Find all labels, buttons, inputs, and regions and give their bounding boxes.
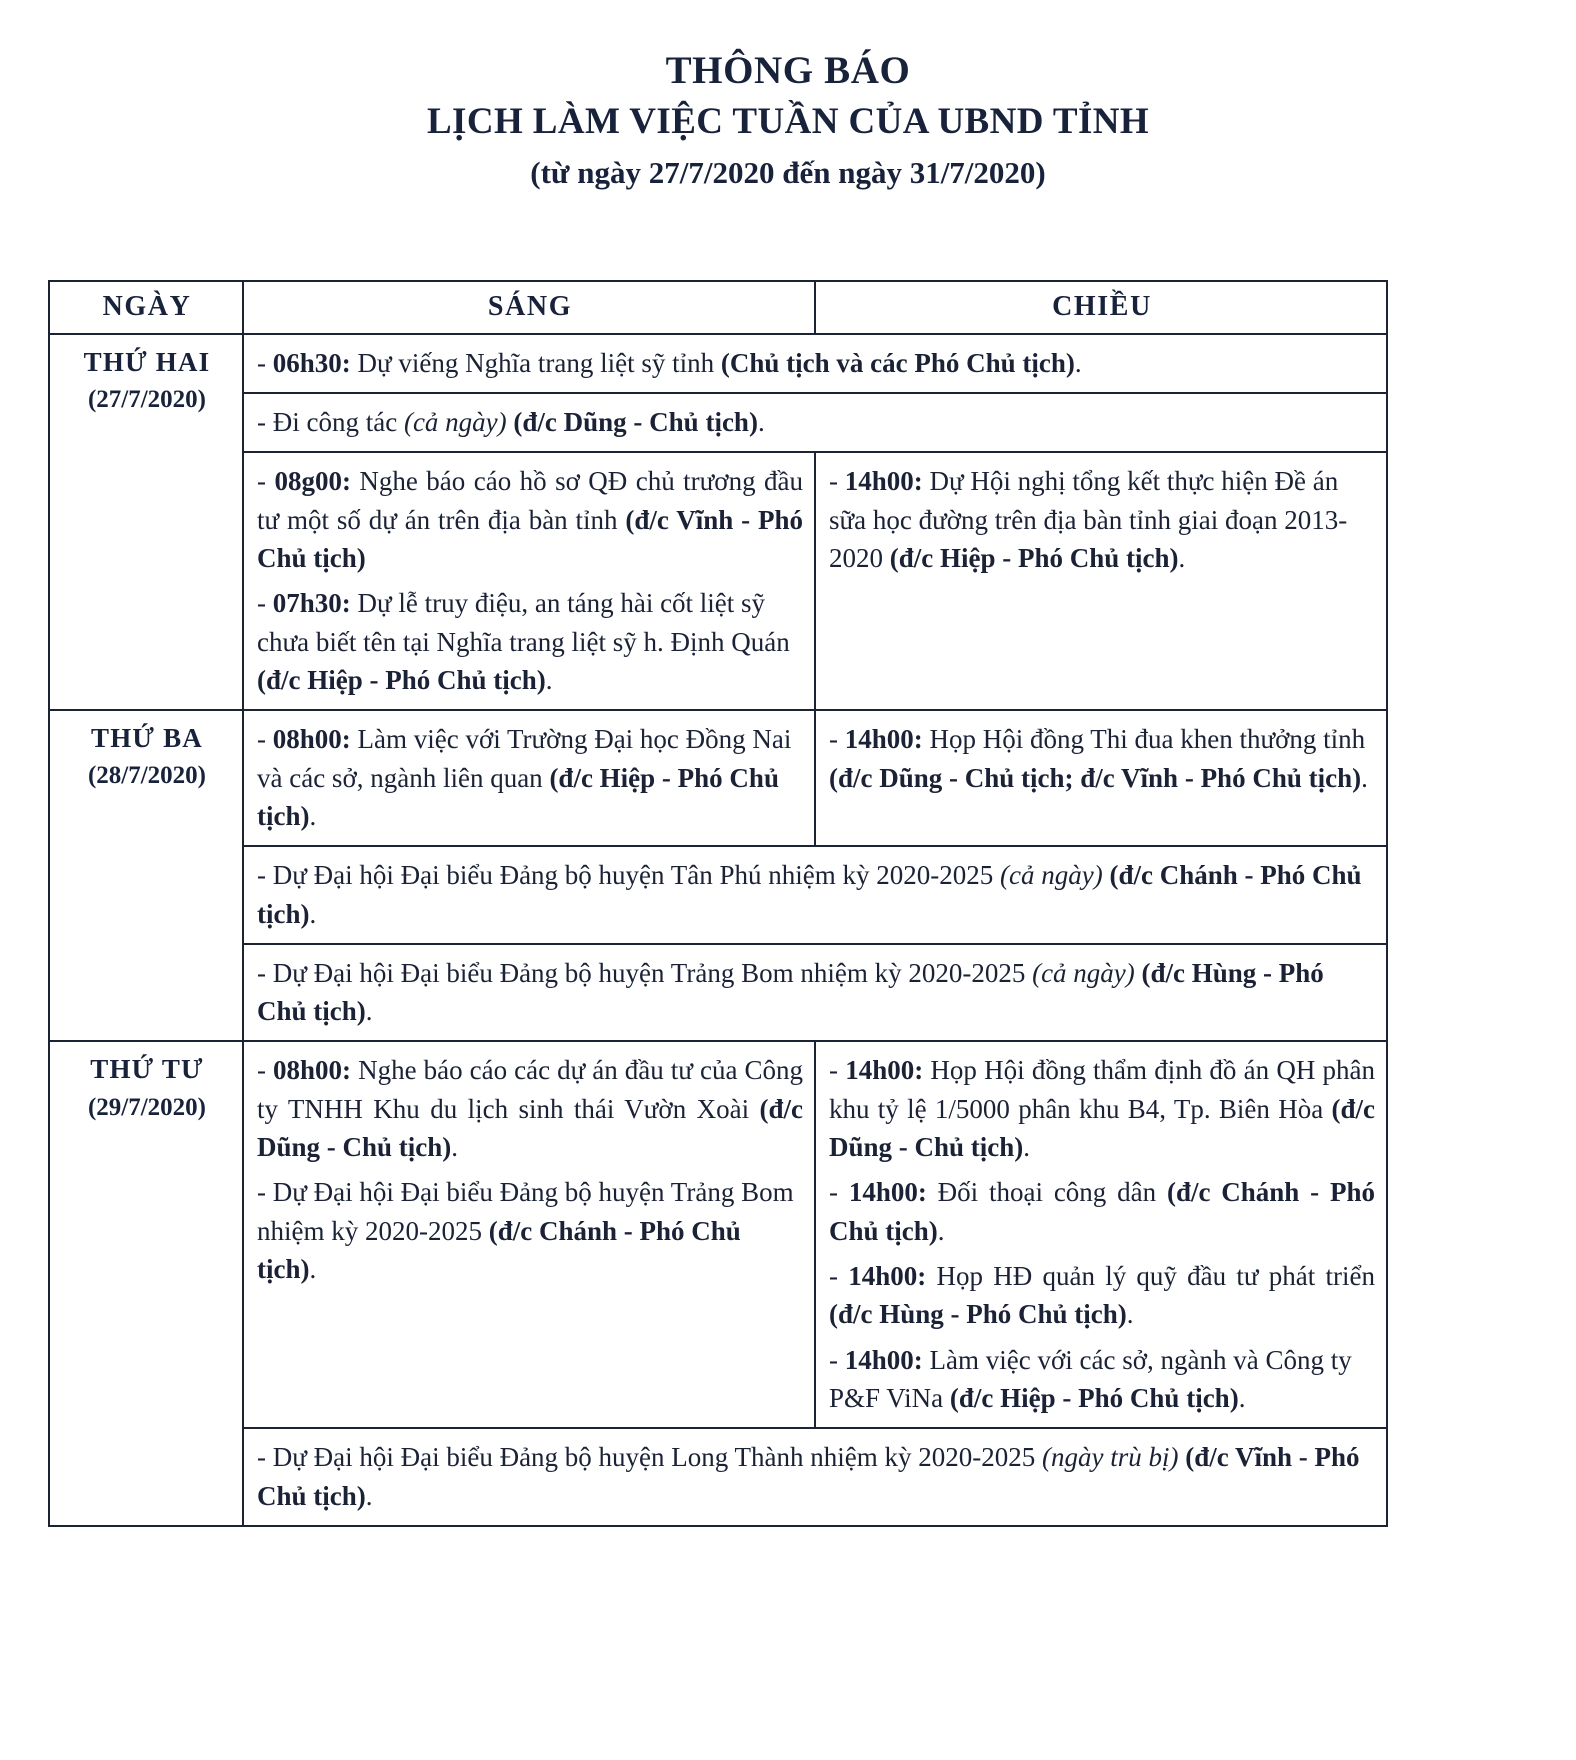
day-cell-3	[49, 1041, 243, 1526]
schedule-row-full	[49, 846, 1387, 944]
schedule-entry: - 14h00: Họp Hội đồng thẩm định đồ án QH phân khu tỷ lệ 1/5000 phân khu B4, Tp. Biên Hòa (đ/c Dũng - Chủ tịch).	[829, 1055, 1375, 1163]
schedule-row-full	[49, 1428, 1387, 1526]
schedule-entry: - Dự Đại hội Đại biểu Đảng bộ huyện Long Thành nhiệm kỳ 2020-2025 (ngày trù bị) (đ/c Vĩnh - Phó Chủ tịch).	[257, 1442, 1360, 1511]
document-subtitle: LỊCH LÀM VIỆC TUẦN CỦA UBND TỈNH	[426, 100, 1150, 142]
full-width-entry-cell	[243, 334, 1387, 393]
schedule-row-full	[49, 393, 1387, 452]
schedule-entry: - 14h00: Dự Hội nghị tổng kết thực hiện Đề án sữa học đường trên địa bàn tỉnh giai đoạn 2013-2020 (đ/c Hiệp - Phó Chủ tịch).	[829, 466, 1348, 573]
full-width-entry-cell	[243, 944, 1387, 1042]
document-title: THÔNG BÁO	[665, 49, 911, 92]
schedule-entry: - Dự Đại hội Đại biểu Đảng bộ huyện Tân Phú nhiệm kỳ 2020-2025 (cả ngày) (đ/c Chánh - Phó Chủ tịch).	[257, 860, 1362, 929]
full-width-entry-cell	[243, 393, 1387, 452]
schedule-row-full	[49, 334, 1387, 393]
day-date: (28/7/2020)	[87, 762, 207, 790]
morning-cell	[243, 452, 815, 710]
afternoon-cell	[815, 452, 1387, 710]
table-header-row	[49, 281, 1387, 334]
schedule-entry: - 14h00: Họp HĐ quản lý quỹ đầu tư phát triển (đ/c Hùng - Phó Chủ tịch).	[829, 1261, 1375, 1330]
column-header-day: NGÀY	[49, 281, 243, 334]
schedule-entry: - 14h00: Làm việc với các sở, ngành và Công ty P&F ViNa (đ/c Hiệp - Phó Chủ tịch).	[829, 1344, 1352, 1414]
afternoon-cell	[815, 1041, 1387, 1428]
schedule-entry: - 08g00: Nghe báo cáo hồ sơ QĐ chủ trương đầu tư một số dự án trên địa bàn tỉnh (đ/c Vĩnh - Phó Chủ tịch)	[257, 466, 803, 573]
schedule-entry: - Dự Đại hội Đại biểu Đảng bộ huyện Trảng Bom nhiệm kỳ 2020-2025 (cả ngày) (đ/c Hùng - Phó Chủ tịch).	[257, 957, 1324, 1027]
afternoon-cell	[815, 710, 1387, 846]
schedule-body	[49, 334, 1387, 1527]
schedule-entry: - 14h00: Đối thoại công dân (đ/c Chánh - Phó Chủ tịch).	[829, 1177, 1375, 1246]
schedule-table-wrapper	[48, 280, 1530, 1528]
schedule-entry: - 14h00: Họp Hội đồng Thi đua khen thưởng tỉnh (đ/c Dũng - Chủ tịch; đ/c Vĩnh - Phó Chủ tịch).	[829, 724, 1368, 793]
morning-cell	[243, 710, 815, 846]
schedule-entry: - Đi công tác (cả ngày) (đ/c Dũng - Chủ tịch).	[257, 406, 765, 437]
full-width-entry-cell	[243, 1428, 1387, 1526]
document-date-range: (từ ngày 27/7/2020 đến ngày 31/7/2020)	[530, 155, 1046, 191]
schedule-entry: - Dự Đại hội Đại biểu Đảng bộ huyện Trảng Bom nhiệm kỳ 2020-2025 (đ/c Chánh - Phó Chủ tịch).	[257, 1177, 794, 1285]
day-name: THỨ TƯ	[90, 1054, 204, 1085]
column-header-morning: SÁNG	[243, 281, 815, 334]
full-width-entry-cell	[243, 846, 1387, 944]
day-name: THỨ BA	[91, 723, 203, 754]
schedule-row-split	[49, 710, 1387, 846]
document-header	[0, 0, 1576, 194]
schedule-entry: - 07h30: Dự lễ truy điệu, an táng hài cốt liệt sỹ chưa biết tên tại Nghĩa trang liệt sỹ h. Định Quán (đ/c Hiệp - Phó Chủ tịch).	[257, 588, 790, 695]
schedule-entry: - 06h30: Dự viếng Nghĩa trang liệt sỹ tỉnh (Chủ tịch và các Phó Chủ tịch).	[257, 347, 1082, 378]
schedule-entry: - 08h00: Làm việc với Trường Đại học Đồng Nai và các sở, ngành liên quan (đ/c Hiệp - Phó Chủ tịch).	[257, 724, 792, 831]
weekly-schedule-table	[48, 280, 1388, 1528]
day-cell-2	[49, 710, 243, 1041]
day-date: (27/7/2020)	[87, 385, 207, 413]
schedule-row-split	[49, 1041, 1387, 1428]
day-name: THỨ HAI	[83, 346, 211, 377]
schedule-row-split	[49, 452, 1387, 710]
day-date: (29/7/2020)	[87, 1093, 207, 1121]
column-header-afternoon: CHIỀU	[815, 281, 1387, 334]
morning-cell	[243, 1041, 815, 1428]
schedule-entry: - 08h00: Nghe báo cáo các dự án đầu tư của Công ty TNHH Khu du lịch sinh thái Vườn Xoài (đ/c Dũng - Chủ tịch).	[257, 1055, 803, 1163]
day-cell-1	[49, 334, 243, 711]
schedule-row-full	[49, 944, 1387, 1042]
